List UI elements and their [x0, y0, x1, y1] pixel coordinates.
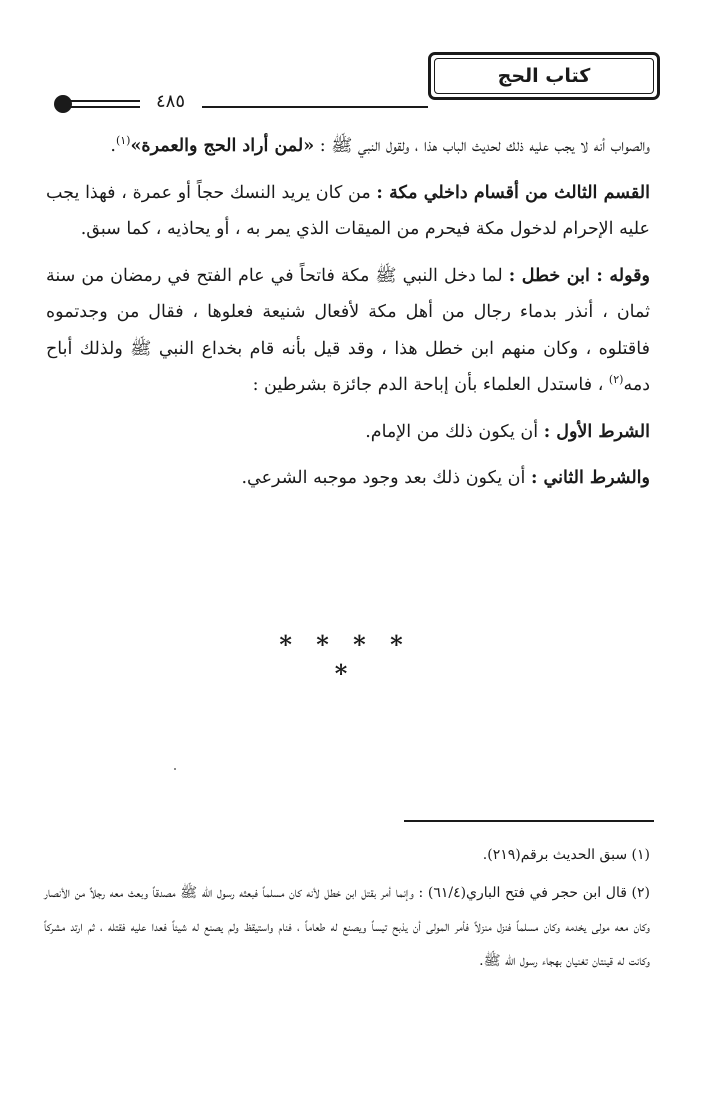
footnote: (١) سبق الحديث برقم(٢١٩).: [482, 847, 650, 863]
footnote: (٢) قال ابن حجر في فتح الباري(٦١/٤) : وإنما أمر بقتل ابن خطل لأنه كان مسلماً فبعثه رسول الله ﷺ مصدقاً وبعث معه رجلاً من الأنصار وكان معه مولى يخدمه وكان مسلماً فنزل منزلاً فأمر المولى أن يذبح تيساً ويصنع له طعاماً ، فنام واستيقظ ولم يصنع له شيئاً فعدا عليه فقتله ، ثم ارتد مشركاً وكانت له قينتان تغنيان بهجاء رسول الله ﷺ.: [44, 885, 650, 969]
section-heading: وقوله : ابن خطل :: [508, 265, 650, 286]
section-heading: القسم الثالث من أقسام داخلي مكة :: [376, 182, 650, 203]
chapter-title: كتاب الحج: [497, 65, 591, 87]
condition-heading: والشرط الثاني :: [530, 468, 650, 488]
footnote-ref: (٢): [608, 373, 624, 387]
hadith-quote: «لمن أراد الحج والعمرة»: [130, 136, 315, 156]
paragraph: [46, 258, 650, 404]
chapter-title-frame: [428, 52, 660, 100]
paragraph-text: أن يكون ذلك من الإمام.: [365, 421, 539, 442]
page-number: ٤٨٥: [156, 91, 186, 112]
paragraph-text: أن يكون ذلك بعد وجود موجبه الشرعي.: [241, 468, 526, 488]
paragraph-text: لما دخل النبي ﷺ مكة فاتحاً في عام الفتح في رمضان من سنة ثمان ، أنذر بدماء رجال من أهل مكة لأفعال شنيعة فعلوها ، فقال من وجدتموه فاقتلوه ، وكان منهم ابن خطل هذا ، وقد قيل بأنه قام بخداع النبي ﷺ ولذلك أباح دمه: [46, 265, 650, 395]
paragraph-text: من كان يريد النسك حجاً أو عمرة ، فهذا يجب عليه الإحرام لدخول مكة فيحرم من الميقات الذي يمر به ، أو يحاذيه ، كما سبق.: [46, 182, 650, 239]
header-ornament-dot: [54, 95, 72, 113]
paragraph-text: ، فاستدل العلماء بأن إباحة الدم جائزة بشرطين :: [252, 375, 604, 395]
section-separator: * * * * *: [279, 630, 411, 688]
paragraph-text: والصواب أنه لا يجب عليه ذلك لحديث الباب هذا ، ولقول النبي ﷺ :: [319, 136, 650, 156]
footnotes: [44, 838, 650, 978]
footnote-ref: (١): [115, 134, 131, 148]
paragraph: [46, 414, 650, 451]
condition-heading: الشرط الأول :: [543, 421, 650, 442]
main-text: [46, 128, 650, 497]
paragraph: [46, 460, 650, 497]
header-rule: [202, 106, 428, 108]
header-ornament-line: [70, 106, 140, 108]
print-speck: [174, 768, 176, 770]
page-header: [40, 40, 660, 110]
footnote-divider: [404, 820, 654, 822]
header-ornament-line: [70, 100, 140, 102]
paragraph: [46, 175, 650, 248]
paragraph: والصواب أنه لا يجب عليه ذلك لحديث الباب هذا ، ولقول النبي ﷺ : «لمن أراد الحج والعمرة»$^{(١)}$.: [110, 134, 650, 156]
